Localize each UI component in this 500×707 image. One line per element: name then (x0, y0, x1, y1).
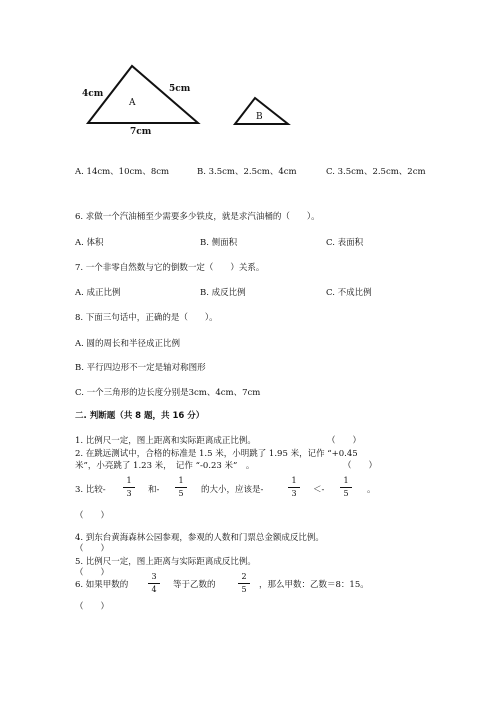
triangle-b-label: B (256, 112, 263, 122)
fraction-denominator: 4 (151, 585, 157, 594)
fraction-numerator: 3 (151, 572, 157, 581)
q8-option-b[interactable]: B. 平行四边形不一定是轴对称图形 (75, 363, 206, 373)
j1-answer-paren[interactable]: （ ） (327, 436, 362, 446)
q5-option-b[interactable]: B. 3.5cm、2.5cm、4cm (197, 167, 297, 177)
j2-statement-line2: 米”，小亮跳了 1.23 米， 记作 “-0.23 米” 。 (75, 461, 255, 471)
q5-option-c[interactable]: C. 3.5cm、2.5cm、2cm (326, 167, 426, 177)
j4-answer-paren[interactable]: （ ） (75, 544, 110, 554)
fraction-denominator: 5 (241, 585, 247, 594)
j5-answer-paren[interactable]: （ ） (75, 568, 110, 578)
q7-option-c[interactable]: C. 不成比例 (326, 288, 372, 298)
j4-statement: 4. 到东台黄海森林公园参观，参观的人数和门票总金额成反比例。 (75, 533, 324, 543)
section-title: 二. 判断题（共 8 题，共 16 分） (75, 411, 205, 421)
j3-fraction-3 (286, 476, 302, 499)
j3-fraction-2 (173, 476, 189, 499)
q8-question: 8. 下面三句话中，正确的是（ ）。 (75, 313, 218, 323)
j3-middle: 的大小，应该是- (201, 485, 264, 495)
q7-option-b[interactable]: B. 成反比例 (200, 288, 246, 298)
j6-end: ，那么甲数：乙数＝8：15。 (259, 580, 369, 590)
j5-statement: 5. 比例尺一定，图上距离与实际距离成反比例。 (75, 557, 256, 567)
j3-prefix: 3. 比较- (75, 485, 106, 495)
j3-end: 。 (367, 485, 376, 495)
j6-fraction-1 (146, 572, 162, 595)
q7-question: 7. 一个非零自然数与它的倒数一定（ ）关系。 (75, 263, 265, 273)
triangle-a-side-right: 5cm (169, 84, 191, 94)
j6-prefix: 6. 如果甲数的 (75, 580, 129, 590)
q6-option-c[interactable]: C. 表面积 (326, 238, 364, 248)
j3-fraction-4 (338, 476, 354, 499)
fraction-numerator: 1 (178, 476, 184, 485)
j3-answer-paren[interactable]: （ ） (75, 511, 110, 521)
j3-fraction-1 (121, 476, 137, 499)
fraction-numerator: 2 (241, 572, 247, 581)
fraction-denominator: 3 (291, 489, 297, 498)
q6-option-b[interactable]: B. 侧面积 (200, 238, 238, 248)
q7-option-a[interactable]: A. 成正比例 (75, 288, 121, 298)
j2-answer-paren[interactable]: （ ） (343, 461, 378, 471)
j2-statement-line1: 2. 在跳远测试中，合格的标准是 1.5 米，小明跳了 1.95 米，记作 “+0.45 (75, 449, 358, 459)
j1-statement: 1. 比例尺一定，图上距离和实际距离成正比例。 (75, 436, 256, 446)
fraction-numerator: 1 (291, 476, 297, 485)
j6-fraction-2 (236, 572, 252, 595)
j6-answer-paren[interactable]: （ ） (75, 602, 110, 612)
triangle-a-side-bottom: 7cm (130, 127, 152, 137)
triangle-a (88, 66, 198, 123)
j6-middle: 等于乙数的 (173, 580, 216, 590)
fraction-denominator: 5 (178, 489, 184, 498)
q6-option-a[interactable]: A. 体积 (75, 238, 104, 248)
triangle-a-side-left: 4cm (82, 89, 104, 99)
fraction-numerator: 1 (126, 476, 132, 485)
fraction-denominator: 3 (126, 489, 132, 498)
j3-and: 和- (148, 485, 160, 495)
triangle-a-label: A (129, 98, 136, 108)
j3-operator: ＜- (313, 485, 325, 495)
q5-option-a[interactable]: A. 14cm、10cm、8cm (75, 167, 170, 177)
fraction-numerator: 1 (343, 476, 349, 485)
q8-option-c[interactable]: C. 一个三角形的边长度分别是3cm、4cm、7cm (75, 388, 261, 398)
fraction-denominator: 5 (343, 489, 349, 498)
q6-question: 6. 求做一个汽油桶至少需要多少铁皮，就是求汽油桶的（ ）。 (75, 212, 320, 222)
q8-option-a[interactable]: A. 圆的周长和半径成正比例 (75, 339, 181, 349)
